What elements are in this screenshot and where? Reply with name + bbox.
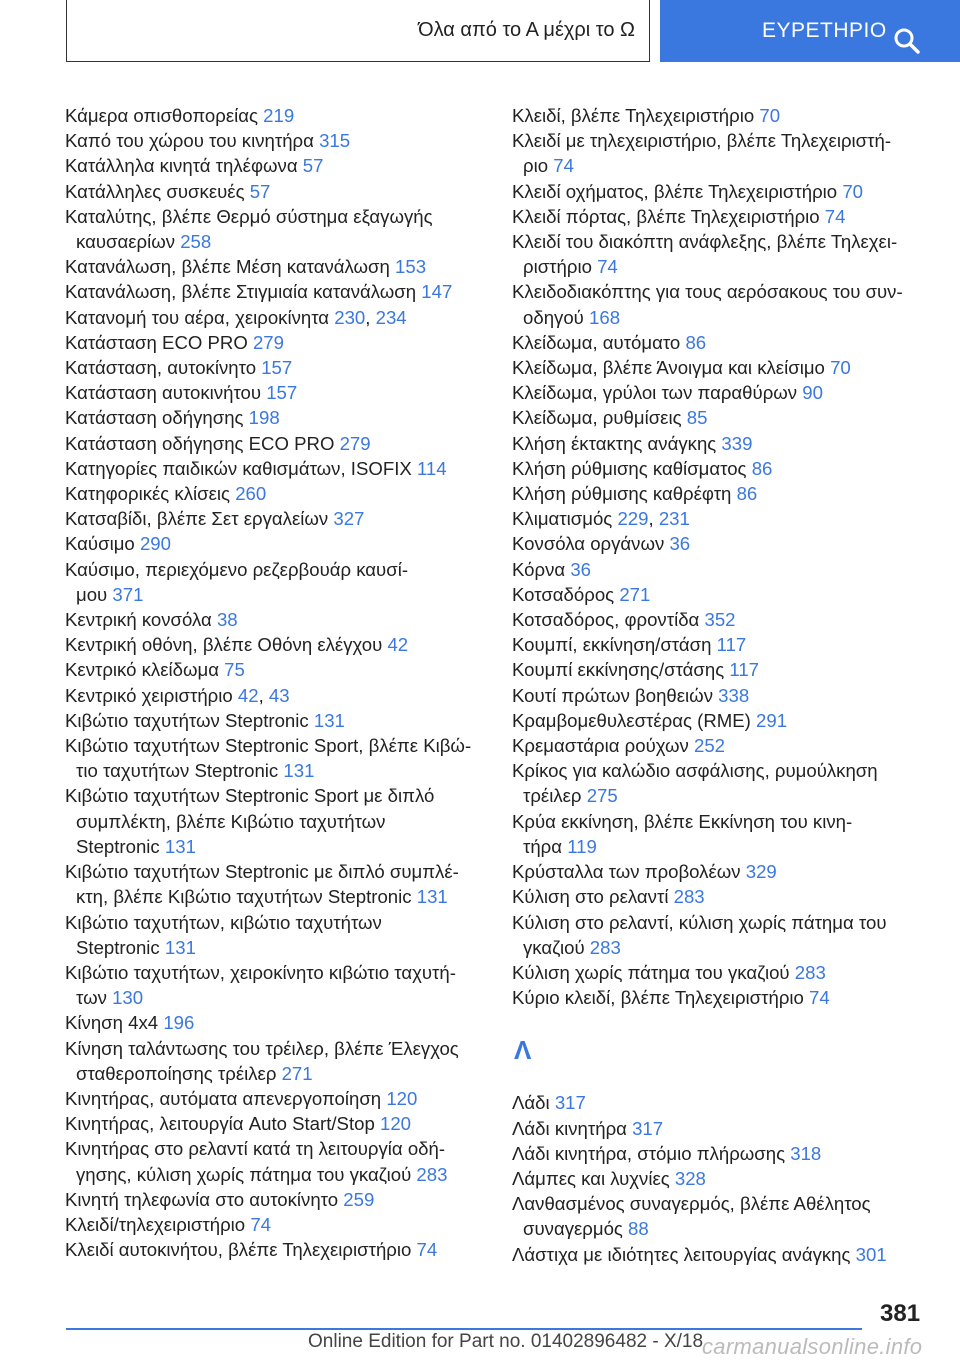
index-entry — [65, 179, 485, 204]
page-reference-link[interactable]: 283 — [673, 886, 705, 908]
page-reference-link[interactable]: 131 — [416, 886, 448, 908]
index-entry-text: Κατηγορίες παιδικών καθισμάτων, ISOFIX — [65, 457, 412, 479]
page-reference-link[interactable]: 283 — [794, 961, 826, 983]
index-entry-text: Κατάσταση οδήγησης ECO PRO — [65, 432, 335, 454]
page-reference-link[interactable]: 315 — [319, 130, 351, 152]
index-entry — [65, 1136, 485, 1186]
index-entry-text: μου — [76, 583, 108, 605]
index-entry — [65, 1237, 485, 1262]
index-entry-text: Κύριο κλειδί, βλέπε Τηλεχειριστήριο — [512, 987, 804, 1009]
page-reference-link[interactable]: 329 — [745, 861, 777, 883]
index-entry — [512, 1141, 942, 1166]
index-entry — [512, 632, 942, 657]
index-entry-text: Κατάσταση οδήγησης — [65, 407, 244, 429]
page-reference-link[interactable]: 42 — [387, 634, 409, 656]
index-entry — [65, 1010, 485, 1035]
index-entry-text: Κλήση ρύθμισης καθρέφτη — [512, 483, 732, 505]
page-reference-link[interactable]: 271 — [281, 1062, 313, 1084]
section-letter-heading: Λ — [514, 1035, 532, 1066]
index-entry — [65, 1187, 485, 1212]
index-entry-text: Κίνηση 4x4 — [65, 1012, 159, 1034]
index-entry-text: τρέιλερ — [523, 785, 582, 807]
index-entry-text: Κλειδοδιακόπτης για τους αερόσακους του συν- — [512, 281, 903, 303]
index-entry-text: τιο ταχυτήτων Steptronic — [76, 760, 279, 782]
page-reference-link[interactable]: 70 — [830, 357, 851, 379]
index-entry — [65, 531, 485, 556]
index-entry-text: γησης, κύλιση χωρίς πάτημα του γκαζιού — [76, 1163, 412, 1185]
index-entry — [512, 330, 942, 355]
page-reference-link[interactable]: 352 — [704, 609, 736, 631]
page-reference-link[interactable]: 86 — [751, 457, 773, 479]
index-entry — [512, 1090, 942, 1115]
index-entry — [65, 708, 485, 733]
page-reference-link[interactable]: 168 — [589, 306, 621, 328]
index-entry — [65, 607, 485, 632]
page-reference-link[interactable]: 196 — [163, 1012, 195, 1034]
index-entry-text: Καύσιμο — [65, 533, 135, 555]
index-entry-text: Κιβώτιο ταχυτήτων, κιβώτιο ταχυτήτων — [65, 911, 382, 933]
page-reference-link[interactable]: 259 — [343, 1188, 375, 1210]
page-reference-link[interactable]: 43 — [268, 684, 290, 706]
index-entry-text: Κατσαβίδι, βλέπε Σετ εργαλείων — [65, 508, 329, 530]
page-reference-link[interactable]: 260 — [235, 483, 267, 505]
index-entry-text: Κιβώτιο ταχυτήτων Steptronic Sport με διπλό — [65, 785, 435, 807]
index-entry-text: Κόρνα — [512, 558, 566, 580]
page-reference-link[interactable]: 86 — [685, 331, 707, 353]
page-reference-link[interactable]: 229 — [617, 508, 649, 530]
index-entry-text: Κλειδί, βλέπε Τηλεχειριστήριο — [512, 105, 755, 126]
index-entry — [512, 607, 942, 632]
index-entry — [512, 1166, 942, 1191]
index-entry — [512, 229, 942, 279]
index-entry-text: των — [76, 987, 107, 1009]
index-entry — [65, 279, 485, 304]
index-entry-text: Κεντρικό κλείδωμα — [65, 659, 219, 681]
index-entry-text: Λάδι κινητήρα — [512, 1117, 627, 1139]
index-entry-text: Κουτί πρώτων βοηθειών — [512, 684, 713, 706]
index-entry-text: Steptronic — [76, 936, 160, 958]
page-reference-link[interactable]: 42 — [237, 684, 259, 706]
index-column-right — [512, 103, 942, 1267]
index-entry-text: Κλειδί οχήματος, βλέπε Τηλεχειριστήριο — [512, 180, 838, 202]
page-reference-link[interactable]: 114 — [416, 457, 447, 479]
page-reference-link[interactable]: 317 — [632, 1117, 664, 1139]
index-entry-text: Κλιματισμός — [512, 508, 613, 530]
index-entry-text: Καύσιμο, περιεχόμενο ρεζερβουάρ καυσί- — [65, 558, 409, 580]
index-entry — [65, 254, 485, 279]
page-reference-link[interactable]: 198 — [248, 407, 280, 429]
index-entry — [65, 204, 485, 254]
index-entry — [65, 1111, 485, 1136]
index-entry-text: Κεντρική οθόνη, βλέπε Οθόνη ελέγχου — [65, 634, 383, 656]
page-reference-link[interactable]: 318 — [790, 1142, 822, 1164]
index-entry-text: Κλειδί/τηλεχειριστήριο — [65, 1213, 246, 1235]
index-entry-text: Κλείδωμα, βλέπε Άνοιγμα και κλείσιμο — [512, 357, 825, 379]
index-entry: Κλιματισμός 229, 231 — [512, 508, 690, 530]
index-entry-text: Λάμπες και λυχνίες — [512, 1167, 670, 1189]
index-entry — [512, 758, 942, 808]
index-entry-text: Κινητήρας, λειτουργία Auto Start/Stop — [65, 1113, 375, 1135]
page-reference-link[interactable]: 327 — [333, 508, 365, 530]
index-entry — [65, 506, 485, 531]
index-entry-text: Κουμπί εκκίνησης/στάσης — [512, 659, 725, 681]
index-entry-text: Κατάσταση ECO PRO — [65, 331, 248, 353]
page-reference-link[interactable]: 279 — [252, 331, 284, 353]
index-entry-text: Καπό του χώρου του κινητήρα — [65, 130, 314, 152]
page-reference-link[interactable]: 157 — [261, 357, 293, 379]
page-reference-link[interactable]: 291 — [756, 709, 788, 731]
page-reference-link[interactable]: 120 — [379, 1113, 412, 1135]
page-reference-link[interactable]: 338 — [718, 684, 750, 706]
index-entry — [512, 985, 942, 1010]
page-reference-link[interactable]: 157 — [266, 382, 298, 404]
index-entry — [512, 582, 942, 607]
index-entry-text: Κύλιση στο ρελαντί — [512, 886, 669, 908]
index-entry-text: γκαζιού — [523, 936, 585, 958]
page-reference-link[interactable]: 317 — [554, 1092, 586, 1114]
index-entry-text: Κινητήρας στο ρελαντί κατά τη λειτουργία οδή- — [65, 1138, 446, 1160]
index-entry-text: Λάστιχα με ιδιότητες λειτουργίας ανάγκης — [512, 1243, 851, 1265]
index-entry-text: Κατάλληλα κινητά τηλέφωνα — [65, 155, 298, 177]
page-reference-link[interactable]: 57 — [302, 155, 324, 177]
index-entry-text: Κύλιση χωρίς πάτημα του γκαζιού — [512, 961, 790, 983]
index-entry-text: Κρίκος για καλώδιο ασφάλισης, ρυμούλκηση — [512, 760, 878, 782]
page-reference-link[interactable]: 275 — [586, 785, 618, 807]
index-entry-text: Κλείδωμα, ρυθμίσεις — [512, 407, 682, 429]
index-entry — [512, 481, 942, 506]
index-entry — [512, 531, 942, 556]
index-entry-text: Κιβώτιο ταχυτήτων Steptronic Sport, βλέπε Κιβώ- — [65, 735, 472, 757]
page-reference-link[interactable]: 130 — [112, 987, 144, 1009]
index-entry — [512, 128, 942, 178]
page-reference-link[interactable]: 85 — [686, 407, 708, 429]
page-reference-link[interactable]: 90 — [802, 382, 823, 404]
page-reference-link[interactable]: 74 — [250, 1213, 271, 1235]
index-entry — [65, 960, 485, 1010]
index-entry — [65, 1212, 485, 1237]
index-entry-text: Κιβώτιο ταχυτήτων Steptronic — [65, 709, 309, 731]
index-entry-text: Κλειδί του διακόπτη ανάφλεξης, βλέπε Τηλεχει- — [512, 231, 898, 253]
page-reference-link[interactable]: 230 — [334, 306, 366, 328]
index-entry-text: Λάδι κινητήρα, στόμιο πλήρωσης — [512, 1142, 786, 1164]
page-reference-link[interactable]: 75 — [224, 659, 245, 681]
page-reference-link[interactable]: 119 — [567, 835, 597, 857]
index-entry — [512, 279, 942, 329]
index-entry — [65, 783, 485, 859]
page-reference-link[interactable]: 88 — [628, 1218, 649, 1240]
index-entry — [65, 330, 485, 355]
page-reference-link[interactable]: 131 — [164, 936, 196, 958]
page-reference-link[interactable]: 371 — [112, 583, 144, 605]
page-reference-link[interactable]: 339 — [721, 432, 753, 454]
index-entry — [512, 380, 942, 405]
page-reference-link[interactable]: 258 — [180, 231, 212, 253]
page-reference-link[interactable]: 131 — [313, 709, 345, 731]
index-entry — [512, 405, 942, 430]
index-entry — [65, 481, 485, 506]
page-reference-link[interactable]: 74 — [824, 205, 846, 227]
index-entry — [512, 204, 942, 229]
index-entry — [512, 103, 942, 128]
page-reference-link[interactable]: 74 — [597, 256, 618, 278]
index-entry-text: Κοτσαδόρος, φροντίδα — [512, 609, 700, 631]
index-entry-text: Λάδι — [512, 1092, 550, 1114]
index-entry — [65, 557, 485, 607]
index-entry-text: Steptronic — [76, 835, 160, 857]
index-entry — [512, 809, 942, 859]
page-reference-link[interactable]: 283 — [589, 936, 621, 958]
az-tab[interactable] — [66, 0, 650, 62]
index-entry-text: Κατάσταση αυτοκινήτου — [65, 382, 262, 404]
index-entry — [512, 859, 942, 884]
index-entry-text: Κλειδί πόρτας, βλέπε Τηλεχειριστήριο — [512, 205, 820, 227]
index-entry — [512, 1116, 942, 1141]
index-entry — [65, 128, 485, 153]
page-reference-link[interactable]: 290 — [139, 533, 171, 555]
index-entry-text: Κρύα εκκίνηση, βλέπε Εκκίνηση του κινη- — [512, 810, 853, 832]
index-entry — [512, 456, 942, 481]
index-entry-text: Κρεμαστάρια ρούχων — [512, 735, 689, 757]
index-entry-text: Κύλιση στο ρελαντί, κύλιση χωρίς πάτημα του — [512, 911, 887, 933]
page-number: 381 — [880, 1300, 921, 1327]
index-entry — [65, 859, 485, 909]
index-entry-text: Κεντρική κονσόλα — [65, 609, 212, 631]
index-entry-text: Κατάλληλες συσκευές — [65, 180, 245, 202]
index-entry-text: Κατηφορικές κλίσεις — [65, 483, 231, 505]
index-entry-text: Κονσόλα οργάνων — [512, 533, 665, 555]
index-entry-text: Κάμερα οπισθοπορείας — [65, 105, 258, 126]
index-entry — [65, 431, 485, 456]
index-entry-text: Κατανάλωση, βλέπε Μέση κατανάλωση — [65, 256, 390, 278]
index-entry — [65, 103, 485, 128]
index-entry-text: Κεντρικό χειριστήριο — [65, 684, 233, 706]
index-entry-text: κτη, βλέπε Κιβώτιο ταχυτήτων Steptronic — [76, 886, 412, 908]
index-entry-text: Κρύσταλλα των προβολέων — [512, 861, 741, 883]
index-column-left — [65, 103, 485, 1262]
index-entry-text: συμπλέκτη, βλέπε Κιβώτιο ταχυτήτων — [76, 810, 386, 832]
index-entry — [65, 1086, 485, 1111]
index-entry — [512, 910, 942, 960]
index-entry-text: Κιβώτιο ταχυτήτων Steptronic με διπλό συμπλέ- — [65, 861, 459, 883]
search-icon[interactable] — [893, 27, 921, 55]
index-entry-text: Κατανάλωση, βλέπε Στιγμιαία κατανάλωση — [65, 281, 417, 303]
index-entry — [65, 910, 485, 960]
index-entry — [65, 456, 485, 481]
page-reference-link[interactable]: 117 — [716, 634, 747, 656]
index-entry-text: Κοτσαδόρος — [512, 583, 615, 605]
index-entry-text: Κατάσταση, αυτοκίνητο — [65, 357, 257, 379]
index-entry-text: Κραμβομεθυλεστέρας (RME) — [512, 709, 751, 731]
footer-edition-text: Online Edition for Part no. 01402896482 - X/18 — [308, 1331, 704, 1352]
index-entry — [512, 683, 942, 708]
index-entry — [512, 179, 942, 204]
index-entry — [65, 380, 485, 405]
page-reference-link[interactable]: 271 — [619, 583, 651, 605]
index-entry-text: Καταλύτης, βλέπε Θερμό σύστημα εξαγωγής — [65, 205, 433, 227]
index-entry — [65, 1036, 485, 1086]
page-reference-link[interactable]: 74 — [416, 1239, 438, 1261]
index-entry-text: Κλειδί αυτοκινήτου, βλέπε Τηλεχειριστήριο — [65, 1239, 412, 1261]
index-entry-text: Κινητήρας, αυτόματα απενεργοποίηση — [65, 1087, 382, 1109]
index-entry-text: Κινητή τηλεφωνία στο αυτοκίνητο — [65, 1188, 339, 1210]
page-reference-link[interactable]: 74 — [553, 155, 574, 177]
index-tab-label: ΕΥΡΕΤΗΡΙΟ — [762, 19, 887, 42]
index-entry — [512, 431, 942, 456]
index-entry — [512, 657, 942, 682]
index-entry-text: Κλήση έκτακτης ανάγκης — [512, 432, 717, 454]
index-entry-text: Λανθασμένος συναγερμός, βλέπε Αθέλητος — [512, 1193, 871, 1215]
index-entry-text: Κλήση ρύθμισης καθίσματος — [512, 457, 747, 479]
index-entry — [512, 557, 942, 582]
page-reference-link[interactable]: 219 — [263, 105, 295, 126]
page-reference-link[interactable]: 147 — [421, 281, 453, 303]
index-entry-text: Κλείδωμα, γρύλοι των παραθύρων — [512, 382, 798, 404]
page-reference-link[interactable]: 231 — [658, 508, 690, 530]
index-entry: Κατανομή του αέρα, χειροκίνητα 230, 234 — [65, 306, 407, 328]
index-entry — [512, 1191, 942, 1241]
index-entry — [65, 355, 485, 380]
index-entry — [512, 355, 942, 380]
index-entry — [65, 657, 485, 682]
page-reference-link[interactable]: 153 — [395, 256, 427, 278]
page-reference-link[interactable]: 120 — [386, 1087, 418, 1109]
page-reference-link[interactable]: 131 — [164, 835, 196, 857]
footer-rule — [66, 1328, 862, 1330]
page-reference-link[interactable]: 70 — [759, 105, 781, 126]
index-entry-text: οδηγού — [523, 306, 584, 328]
index-entry-text: συναγερμός — [523, 1218, 623, 1240]
index-entry — [65, 153, 485, 178]
watermark-text: carmanualsonline.info — [702, 1334, 923, 1359]
index-entry — [512, 708, 942, 733]
index-entry-text: καυσαερίων — [76, 231, 176, 253]
index-entry — [512, 884, 942, 909]
top-bar — [0, 0, 960, 66]
index-entry-text: Κίνηση ταλάντωσης του τρέιλερ, βλέπε Έλεγχος — [65, 1037, 459, 1059]
page-reference-link[interactable]: 38 — [216, 609, 238, 631]
index-entry-text: Κουμπί, εκκίνηση/στάση — [512, 634, 712, 656]
page-reference-link[interactable]: 57 — [249, 180, 271, 202]
index-entry-text: σταθεροποίησης τρέιλερ — [76, 1062, 277, 1084]
index-entry — [65, 632, 485, 657]
page-reference-link[interactable]: 36 — [669, 533, 691, 555]
index-entry — [512, 733, 942, 758]
page-reference-link[interactable]: 328 — [674, 1167, 706, 1189]
index-entry — [65, 733, 485, 783]
page-reference-link[interactable]: 131 — [283, 760, 315, 782]
index-entry-text: Κλείδωμα, αυτόματο — [512, 331, 681, 353]
page-reference-link[interactable]: 74 — [809, 987, 830, 1009]
index-entry-text: Κατανομή του αέρα, χειροκίνητα — [65, 306, 330, 328]
page-reference-link[interactable]: 252 — [694, 735, 726, 757]
index-entry-text: ριο — [523, 155, 549, 177]
page-reference-link[interactable]: 36 — [570, 558, 591, 580]
index-entry — [65, 405, 485, 430]
page-reference-link[interactable]: 301 — [855, 1243, 887, 1265]
page-reference-link[interactable]: 234 — [375, 306, 407, 328]
index-entry-text: Κιβώτιο ταχυτήτων, χειροκίνητο κιβώτιο ταχυτή- — [65, 961, 456, 983]
index-entry-text: ριστήριο — [523, 256, 592, 278]
index-entry — [512, 960, 942, 985]
page-reference-link[interactable]: 70 — [842, 180, 863, 202]
page-reference-link[interactable]: 279 — [339, 432, 371, 454]
az-tab-label: Όλα από το Α μέχρι το Ω — [418, 19, 635, 41]
page-reference-link[interactable]: 86 — [736, 483, 758, 505]
index-entry: Κεντρικό χειριστήριο 42, 43 — [65, 684, 290, 706]
page-reference-link[interactable]: 283 — [416, 1163, 448, 1185]
index-entry-text: Κλειδί με τηλεχειριστήριο, βλέπε Τηλεχειριστή- — [512, 130, 892, 152]
index-entry-text: τήρα — [523, 835, 563, 857]
page-reference-link[interactable]: 117 — [729, 659, 760, 681]
index-entry — [512, 1242, 942, 1267]
